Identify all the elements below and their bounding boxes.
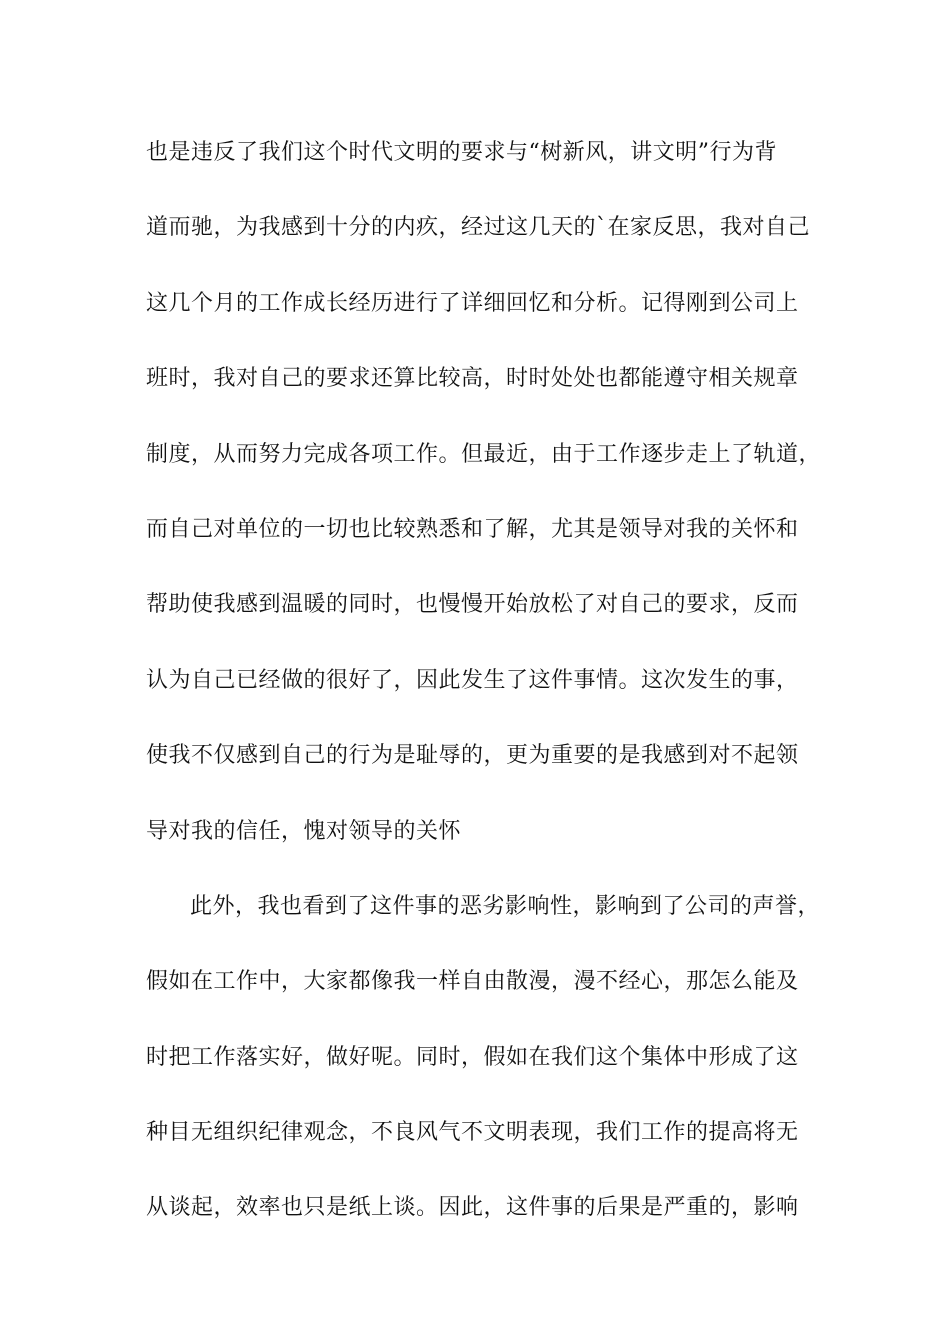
text-line: 时把工作落实好，做好呢。同时，假如在我们这个集体中形成了这 [146,1044,799,1070]
text-line: 导对我的信任，愧对领导的关怀 [146,818,462,844]
text-line: 认为自己已经做的很好了，因此发生了这件事情。这次发生的事， [146,667,799,693]
paragraph-start-line: 此外，我也看到了这件事的恶劣影响性，影响到了公司的声誉， [190,893,821,919]
text-line: 道而驰，为我感到十分的内疚，经过这几天的`在家反思，我对自己 [146,215,811,241]
body-text [146,131,846,1262]
text-line: 假如在工作中，大家都像我一样自由散漫，漫不经心，那怎么能及 [146,969,799,995]
text-line: 种目无组织纪律观念，不良风气不文明表现，我们工作的提高将无 [146,1120,799,1146]
text-line: 帮助使我感到温暖的同时，也慢慢开始放松了对自己的要求，反而 [146,592,799,618]
text-line: 而自己对单位的一切也比较熟悉和了解，尤其是领导对我的关怀和 [146,516,799,542]
text-line: 班时，我对自己的要求还算比较高，时时处处也都能遵守相关规章 [146,366,799,392]
text-line: 从谈起，效率也只是纸上谈。因此，这件事的后果是严重的，影响 [146,1195,799,1221]
text-line: 也是违反了我们这个时代文明的要求与“树新风，讲文明”行为背 [146,140,777,165]
text-line: 使我不仅感到自己的行为是耻辱的，更为重要的是我感到对不起领 [146,743,799,769]
text-line: 制度，从而努力完成各项工作。但最近，由于工作逐步走上了轨道， [146,441,822,467]
text-line: 这几个月的工作成长经历进行了详细回忆和分析。记得刚到公司上 [146,290,799,316]
